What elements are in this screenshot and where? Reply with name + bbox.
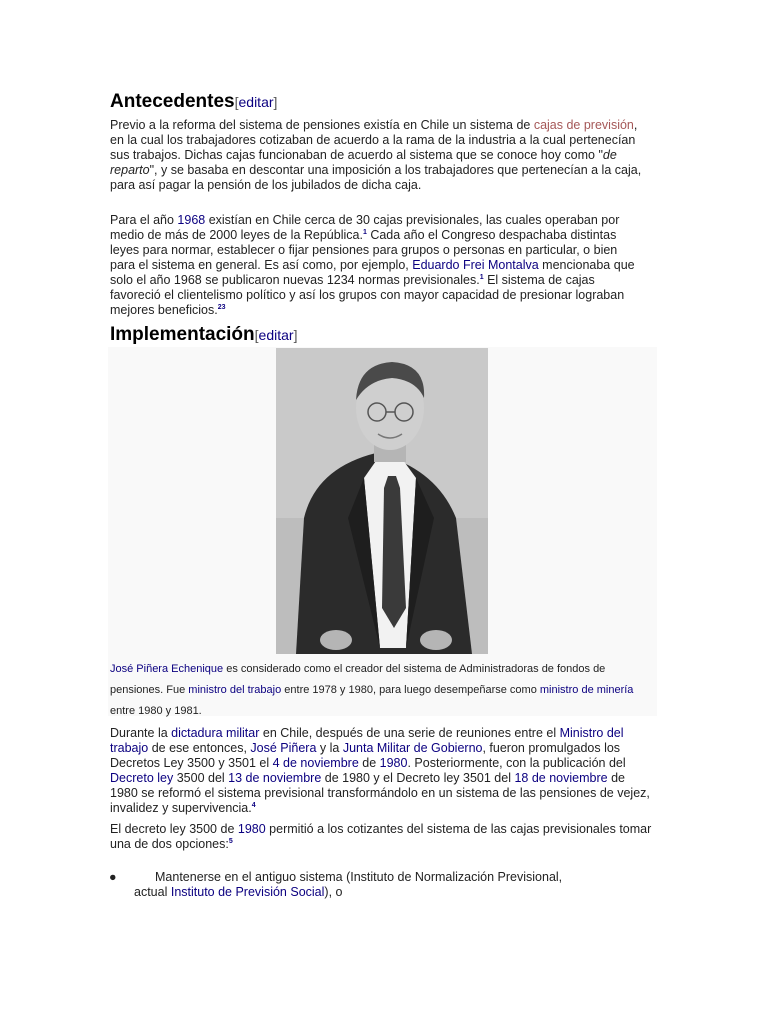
reference-link[interactable]: 23 (217, 303, 226, 311)
paragraph-antecedentes-1: Previo a la reforma del sistema de pensiones existía en Chile un sistema de cajas de previsión, en la cual los trabajadores cotizaban de acuerdo a la rama de la industria a la cual pertenecían sus trabajos. Dichas cajas funcionaban de acuerdo al sistema que se conoce hoy como "de reparto", y se basaba en descontar una imposición a los trabajadores que pertenecían a la caja, para así pagar la pensión de los jubilados de dicha caja. (110, 118, 642, 192)
italic-de-reparto: de reparto (110, 148, 617, 177)
paragraph-antecedentes-2: Para el año 1968 existían en Chile cerca de 30 cajas previsionales, las cuales operaban por medio de más de 2000 leyes de la República.$^1$ Cada año el Congreso despachaba distintas leyes para normar, establecer o fijar pensiones para grupos o personas en particular, o bien para el sistema en general. Es así como, por ejemplo, Eduardo Frei Montalva mencionaba que solo el año 1968 se publicaron nuevas 1234 normas previsionales.$^1$ El sistema de cajas favoreció el clientelismo político y así los grupos con mayor capacidad de presionar lograban mejores beneficios.$^{23}$ (110, 213, 635, 317)
link-cajas-de-prevision[interactable]: cajas de previsión (533, 118, 634, 132)
link-junta-militar-de-gobierno[interactable]: Junta Militar de Gobierno (342, 741, 483, 755)
link-jose-pinera-echenique[interactable]: José Piñera Echenique (110, 663, 224, 675)
figure-caption: José Piñera Echenique es considerado como el creador del sistema de Administradoras de fondos de pensiones. Fue ministro del trabajo entre 1978 y 1980, para luego desempeñarse como ministro de minería entre 1980 y 1981. (110, 663, 634, 717)
link-1980[interactable]: 1980 (379, 756, 408, 770)
section-heading-antecedentes (110, 91, 277, 113)
link-1968[interactable]: 1968 (177, 213, 206, 227)
reference-link[interactable]: 5 (228, 837, 233, 845)
edit-section-link[interactable]: editar (258, 327, 294, 343)
list-item-text-continued: actual Instituto de Previsión Social), o (134, 885, 343, 899)
list-item-text: Mantenerse en el antiguo sistema (Instituto de Normalización Previsional, (155, 870, 563, 884)
section-heading-implementacion (110, 324, 297, 346)
link-instituto-de-prevision-social[interactable]: Instituto de Previsión Social (170, 885, 325, 899)
link-4-de-noviembre[interactable]: 4 de noviembre (272, 756, 359, 770)
link-jose-pinera[interactable]: José Piñera (250, 741, 317, 755)
link-13-de-noviembre[interactable]: 13 de noviembre (228, 771, 322, 785)
link-dictadura-militar[interactable]: dictadura militar (171, 726, 260, 740)
link-ministro-del-trabajo[interactable]: Ministro del trabajo (110, 726, 624, 755)
link-18-de-noviembre[interactable]: 18 de noviembre (514, 771, 608, 785)
link-ministro-del-trabajo[interactable]: ministro del trabajo (188, 684, 282, 696)
bullet-marker: ● (109, 870, 117, 884)
section-title: Implementación (110, 324, 255, 345)
section-title: Antecedentes (110, 91, 235, 112)
paragraph-implementacion-1: Durante la dictadura militar en Chile, después de una serie de reuniones entre el Ministro del trabajo de ese entonces, José Piñera y la Junta Militar de Gobierno, fueron promulgados los Decretos Ley 3500 y 3501 el 4 de noviembre de 1980. Posteriormente, con la publicación del Decreto ley 3500 del 13 de noviembre de 1980 y el Decreto ley 3501 del 18 de noviembre de 1980 se reformó el sistema previsional transformándolo en un sistema de las pensiones de vejez, invalidez y supervivencia.$^4$ (110, 726, 650, 815)
link-decreto-ley[interactable]: Decreto ley (110, 771, 174, 785)
link-ministro-de-mineria[interactable]: ministro de minería (539, 684, 634, 696)
reference-link[interactable]: 1 (362, 228, 367, 236)
link-eduardo-frei-montalva[interactable]: Eduardo Frei Montalva (412, 258, 539, 272)
edit-section-link-wrapper: [editar] (234, 94, 278, 110)
edit-section-link-wrapper: [editar] (254, 327, 298, 343)
portrait-photo[interactable] (276, 348, 488, 654)
reference-link[interactable]: 1 (479, 273, 484, 281)
portrait-illustration (276, 348, 488, 654)
reference-link[interactable]: 4 (251, 801, 256, 809)
thumbnail-figure (108, 347, 657, 716)
edit-section-link[interactable]: editar (238, 94, 274, 110)
paragraph-implementacion-2: El decreto ley 3500 de 1980 permitió a los cotizantes del sistema de las cajas previsionales tomar una de dos opciones:$^5$ (110, 822, 652, 851)
link-1980[interactable]: 1980 (237, 822, 266, 836)
